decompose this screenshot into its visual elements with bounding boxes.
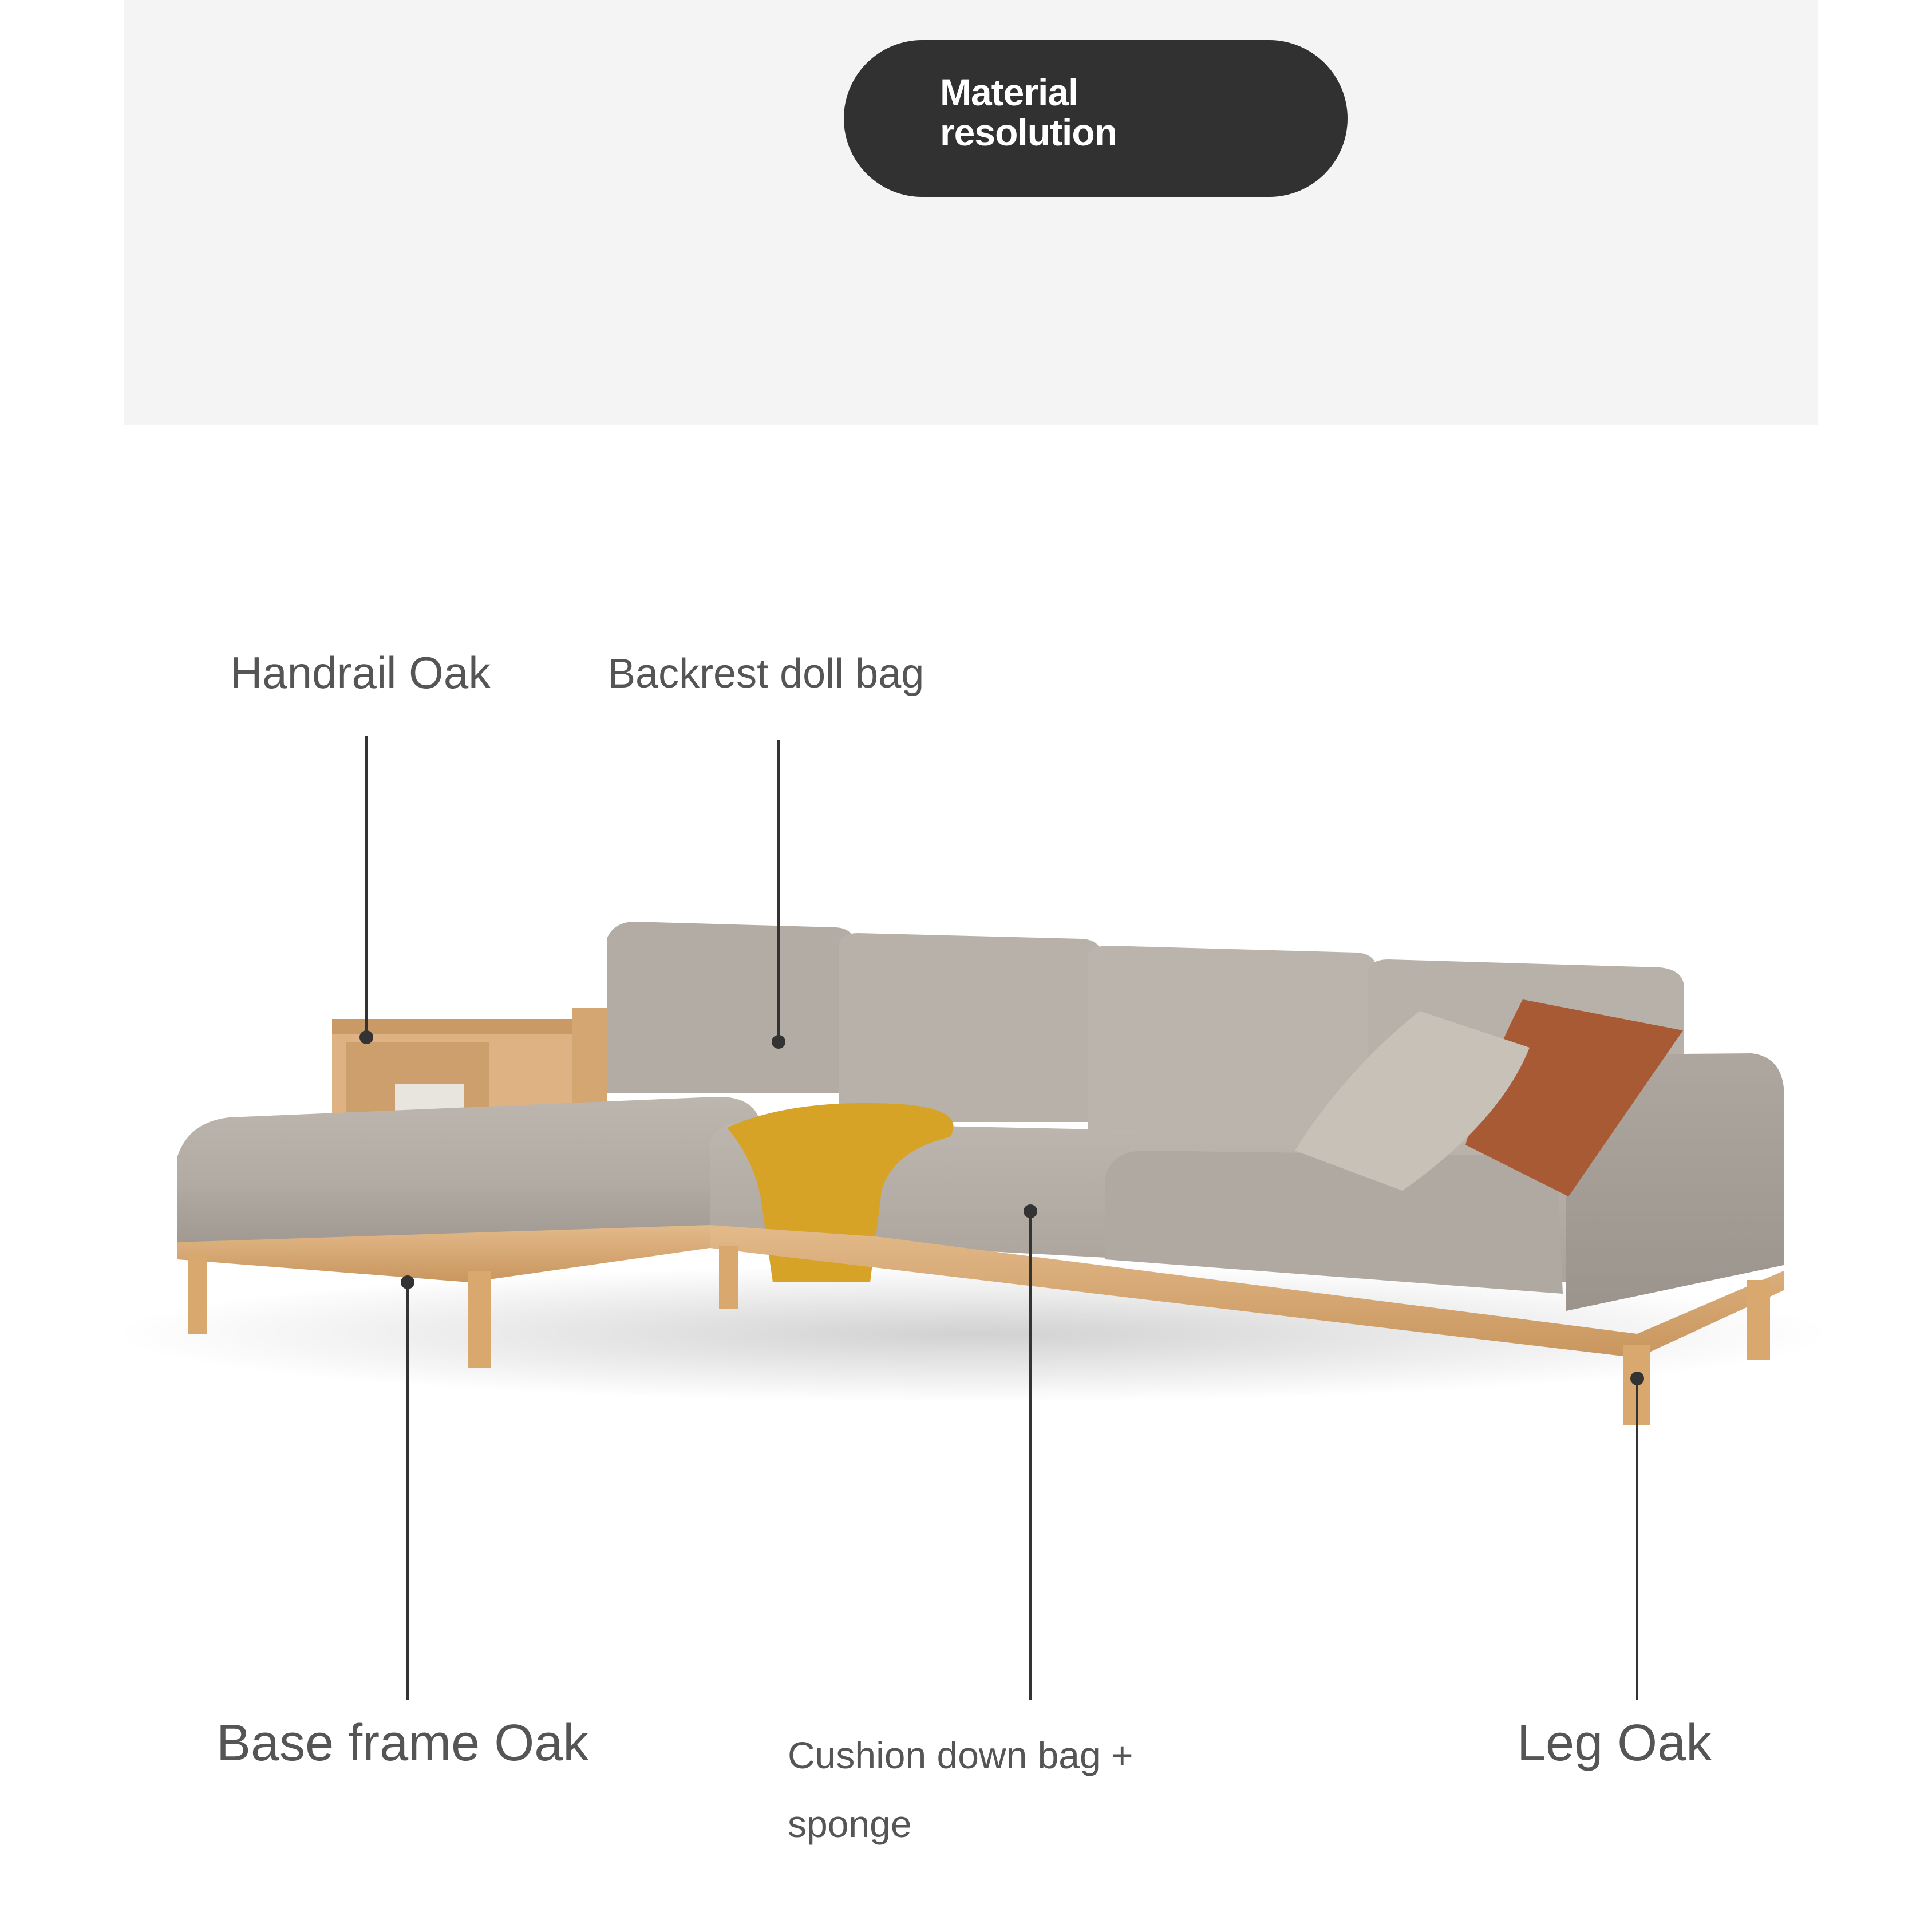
callout-base-frame-oak: Base frame Oak <box>216 1714 589 1772</box>
chaise-lounge <box>177 1097 761 1248</box>
section-title-line-2: resolution <box>940 111 1117 153</box>
callout-handrail-oak: Handrail Oak <box>230 647 491 698</box>
section-title-line-1: Material <box>940 71 1078 113</box>
callout-cushion-down-bag: Cushion down bag + sponge <box>788 1734 1133 1845</box>
callout-leg-oak: Leg Oak <box>1517 1714 1712 1772</box>
callout-backrest-doll-bag: Backrest doll bag <box>608 651 924 697</box>
